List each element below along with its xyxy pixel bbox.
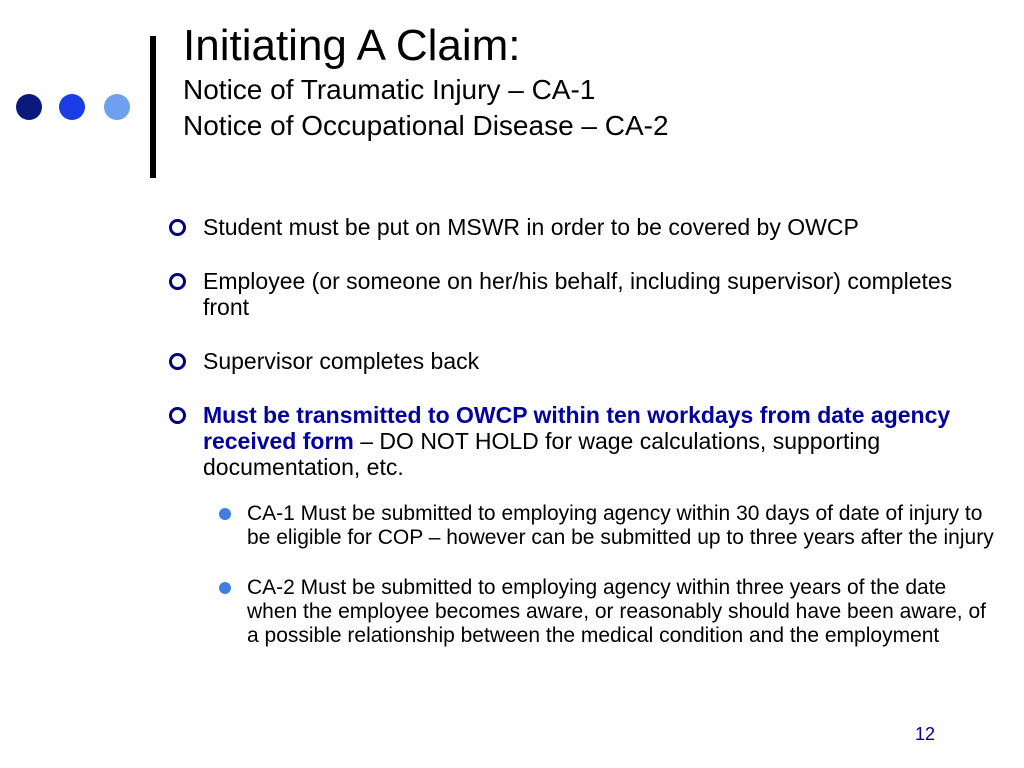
bullet-item <box>168 214 998 240</box>
slide-content <box>168 214 998 674</box>
ring-bullet-icon <box>169 273 186 290</box>
decor-vertical-bar <box>150 36 156 178</box>
dot-bullet-icon <box>219 582 231 594</box>
slide-subtitle-ca2: Notice of Occupational Disease – CA-2 <box>183 110 669 141</box>
bullet-item <box>168 268 998 320</box>
bullet-text: Employee (or someone on her/his behalf, including supervisor) completes front <box>203 268 953 320</box>
sub-bullet-text: CA-2 Must be submitted to employing agency within three years of the date when the employee becomes aware, or reasonably should have been aware, of a possible relationship between the medical condition and the employment <box>247 576 986 647</box>
decor-dot-dark <box>16 94 42 120</box>
bullet-item <box>168 348 998 374</box>
ring-bullet-icon <box>169 219 186 236</box>
decor-dot-mid <box>59 94 85 120</box>
sub-bullet-list <box>213 502 998 648</box>
bullet-text: Supervisor completes back <box>203 348 480 374</box>
page-number: 12 <box>915 724 936 744</box>
bullet-text: – DO NOT HOLD for wage calculations, supporting documentation, etc. <box>203 428 881 480</box>
sub-bullet-text: CA-1 Must be submitted to employing agency within 30 days of date of injury to be eligible for COP – however can be submitted up to three years after the injury <box>247 502 994 549</box>
bullet-highlight-text: Must be transmitted to OWCP within ten workdays from date agency received form <box>203 402 951 454</box>
slide-title: Initiating A Claim: <box>183 21 521 70</box>
bullet-text: Student must be put on MSWR in order to be covered by OWCP <box>203 214 859 240</box>
ring-bullet-icon <box>169 353 186 370</box>
decor-dot-light <box>104 94 130 120</box>
dot-bullet-icon <box>219 508 231 520</box>
ring-bullet-icon <box>169 407 186 424</box>
slide-subtitle-ca1: Notice of Traumatic Injury – CA-1 <box>183 74 596 105</box>
slide-title-block <box>183 20 669 144</box>
sub-bullet-item <box>213 576 998 648</box>
sub-bullet-item <box>213 502 998 550</box>
bullet-item <box>168 402 998 480</box>
